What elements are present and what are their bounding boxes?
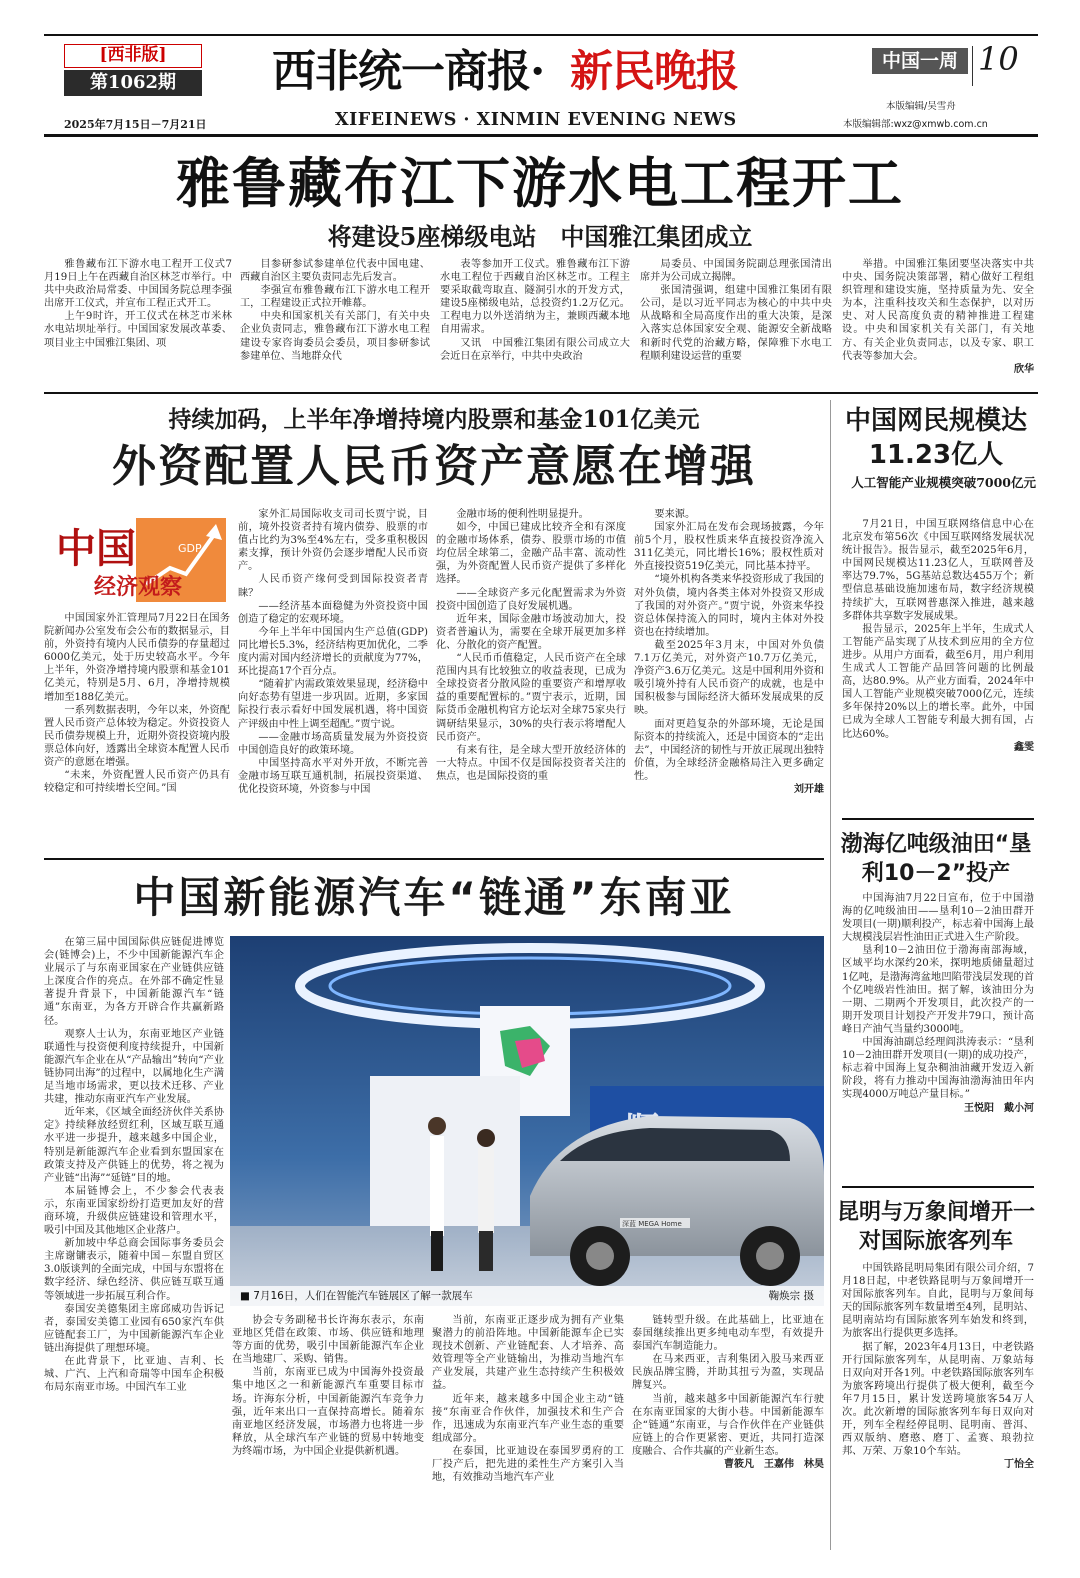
ev-byline: 曹筱凡 王嘉伟 林昊 [724, 1459, 824, 1471]
edition-label: [西非版] [64, 44, 202, 68]
forex-column-2: 家外汇局国际收支司司长贾宁说，目前，境外投资者持有境内债券、股票的市值占比约为3%至4%左右，受多重积极因素支撑，预计外资仍会逐步增配人民币资产。 人民币资产缘何受到国际投资者青睐？ ——经济基本面稳健为外资投资中国创造了稳定的宏观环境。 今年上半年中国国内生产总值(GDP)同比增长5.3%，经济结构更加优化，二季度内需对国内经济增长的贡献度为77%，环比提高17个百分点。 “随着扩内需政策效果显现，经济稳中向好态势有望进一步巩固。近期，多家国际投行表示看好中国发展机遇，将中国资产评级由中性上调至超配。”贾宁说。 ——金融市场高质量发展为外资投资中国创造良好的政策环境。 中国坚持高水平对外开放，不断完善金融市场互联互通机制，拓展投资渠道、优化投资环境，外资参与中国 [238, 509, 428, 795]
ev-photo-caption: ■ 7月16日，人们在智能汽车链展区了解一款展车 鞠焕宗 摄 [230, 1286, 824, 1306]
netizens-byline: 鑫雯 [1014, 741, 1034, 753]
netizens-bottom-rule [842, 818, 1034, 820]
caption-square-icon: ■ [240, 1290, 254, 1302]
economic-observation-logo [50, 510, 230, 610]
lead-byline: 欣华 [1014, 363, 1034, 375]
page-number: 10 [978, 40, 1019, 78]
editor-email: 本版编辑部:wxz@xmwb.com.cn [843, 119, 988, 130]
issue-date-range: 2025年7月15日－7月21日 [64, 118, 207, 131]
ev-photo-illustration [230, 936, 824, 1306]
person-left-shirt [430, 1136, 444, 1236]
lead-column-1: 雅鲁藏布江下游水电工程开工仪式7月19日上午在西藏自治区林芝市举行。中共中央政治局常委、中国国务院总理李强出席开工仪式，并宣布工程正式开工。 上午9时许，开工仪式在林芝市米林水电站坝址举行。中国国家发展改革委、项目业主中国雅江集团、项 [44, 259, 232, 349]
ev-column-3: 当前，东南亚正逐步成为拥有产业集聚潜力的前沿阵地。中国新能源车企已实现技术创新、产业链配套、人才培养、高效管理等全产业链输出，为推动当地汽车产业发展，共建产业生态持续产生积极效益。 近年来，越来越多中国企业主动“链接”东南亚合作伙伴，加强技术和生产合作，迅速成为东南亚汽车产业生态的重要组成部分。 在泰国，比亚迪设在泰国罗勇府的工厂投产后，把先进的柔性生产方案引入当地，有效推动当地汽车产业 [432, 1315, 624, 1484]
lead-subheadline: 将建设5座梯级电站 中国雅江集团成立 [327, 222, 753, 251]
issue-number: 第1062期 [64, 70, 202, 96]
lead-column-3: 表等参加开工仪式。雅鲁藏布江下游水电工程位于西藏自治区林芝市。工程主要采取截弯取直、隧洞引水的开发方式，建设5座梯级电站，总投资约1.2万亿元。工程电力以外送消纳为主，兼顾西藏本地自用需求。 又讯 中国雅江集团有限公司成立大会近日在京举行，中共中央政治 [440, 259, 630, 362]
masthead-bottom-rule [44, 134, 1038, 137]
lead-column-4: 局委员、中国国务院副总理张国清出席并为公司成立揭牌。 张国清强调，组建中国雅江集团有限公司，是以习近平同志为核心的中共中央从战略和全局高度作出的重大决策，是深入落实总体国家安全观、能源安全新战略和新时代党的治藏方略，保障雅下水电工程顺利建设运营的重要 [640, 259, 832, 362]
forex-column-4: 要来源。 国家外汇局在发布会现场披露，今年前5个月，股权性质来华直接投资净流入311亿美元，同比增长16%；股权性质对外直接投资519亿美元，同比基本持平。 “境外机构各类来华投资形成了我国的对外负债，境内各类主体对外投资又形成了我国的对外资产。”贾宁说，外资来华投资总体保持流入的同时，境内主体对外投资也在持续增加。 截至2025年3月末，中国对外负债7.1万亿美元，对外资产10.7万亿美元，净资产3.6万亿美元。这是中国利用外资和吸引境外持有人民币资产的成就，也是中国积极参与国际经济大循环发展成果的反映。 面对更趋复杂的外部环境，无论是国际资本的持续流入，还是中国资本的“走出去”，中国经济的韧性与开放正展现出独特价值，为全球经济金融格局注入更多确定性。 刘开雄 [634, 509, 824, 795]
lead-column-2: 目参研参试参建单位代表中国电建、西藏自治区主要负责同志先后发言。 李强宣布雅鲁藏布江下游水电工程开工，工程建设正式拉开帷幕。 中央和国家机关有关部门，有关中央企业负责同志，雅鲁藏布江下游水电工程建设专家咨询委员会委员，项目参研参试参建单位、当地群众代 [240, 259, 430, 362]
lead-headline: 雅鲁藏布江下游水电工程开工 [176, 152, 904, 215]
forex-kicker: 持续加码，上半年净增持境内股票和基金101亿美元 [168, 406, 700, 433]
top-rule [44, 34, 1038, 36]
ev-headline: 中国新能源汽车“链通”东南亚 [133, 873, 735, 922]
ev-column-4: 链转型升级。在此基础上，比亚迪在泰国继续推出更多纯电动车型，有效提升泰国汽车制造能力。 在马来西亚，吉利集团入股马来西亚民族品牌宝腾，并助其扭亏为盈，实现品牌复兴。 当前，越来越多中国新能源汽车行驶在东南亚国家的大街小巷。中国新能源车企“链通”东南亚，与合作伙伴在产业链供应链上的合作更紧密、更近，共同打造深度融合、合作共赢的产业新生态。 曹筱凡 王嘉伟 林昊 [632, 1315, 824, 1471]
oil-byline: 王悦阳 戴小河 [964, 1102, 1034, 1114]
netizens-body: 7月21日，中国互联网络信息中心在北京发布第56次《中国互联网络发展状况统计报告》。报告显示，截至2025年6月，中国网民规模达11.23亿人，互联网普及率达79.7%，5G基站总数达455万个；新型信息基础设施加速布局，数字经济规模持续扩大，互联网普惠深入推进，越来越多群体共享数字发展成果。 报告显示，2025年上半年，生成式人工智能产品实现了从技术到应用的全方位进步。从用户方面看，截至6月，用户利用生成式人工智能产品回答问题的比例最高，达80.9%。从产业方面看，2024年中国人工智能产业规模突破7000亿元，连续多年保持20%以上的增长率。此外，中国已成为全球人工智能专利最大拥有国，占比达60%。 鑫雯 [842, 519, 1034, 753]
brand-name-english: XIFEINEWS · XINMIN EVENING NEWS [335, 110, 737, 130]
ev-column-1: 在第三届中国国际供应链促进博览会(链博会)上，不少中国新能源汽车企业展示了与东南亚国家在产业链供应链上深度合作的亮点。在外部不确定性显著提升背景下，中国新能源汽车“链通”东南亚，为各方开辟合作共赢新路径。 观察人士认为，东南亚地区产业链联通性与投资便利度持续提升，中国新能源汽车企业在从“产品输出”转向“产业链协同出海”的过程中，以属地化生产满足当地市场需求，更以技术迁移、产业共建，推动东南亚汽车产业发展。 近年来，《区域全面经济伙伴关系协定》持续释放经贸红利，区域互联互通水平进一步提升，越来越多中国企业，特别是新能源汽车企业看到东盟国家在政策支持及产供链上的优势，将之视为产业链“出海”“延链”目的地。 本届链博会上，不少参会代表表示，东南亚国家纷纷打造更加友好的营商环境，升级供应链建设和管理水平，吸引中国及其他地区企业落户。 新加坡中华总商会国际事务委员会主席谢镛表示，随着中国－东盟自贸区3.0版谈判的全面完成，中国与东盟将在数字经济、绿色经济、供应链互联互通等领域进一步拓展互利合作。 泰国安美德集团主席邱威功告诉记者，泰国安美德工业园有650家汽车供应链配套工厂，为中国新能源汽车企业链出海提供了理想环境。 在此背景下，比亚迪、吉利、长城、广汽、上汽和奇瑞等中国车企积极布局东南亚市场。中国汽车工业 [44, 937, 224, 1394]
rail-byline: 丁怡全 [1004, 1459, 1034, 1471]
forex-bottom-rule [44, 858, 824, 860]
section-label: 中国一周 [872, 48, 968, 74]
oil-bottom-rule [842, 1186, 1034, 1188]
forex-column-1: 中国国家外汇管理局7月22日在国务院新闻办公室发布会公布的数据显示，目前，外资持有境内人民币债券的存量超过6000亿美元，处于历史较高水平。今年上半年，外资净增持境内股票和基金101亿美元，特别是5月、6月，净增持规模增加至188亿美元。 一系列数据表明，今年以来，外资配置人民币资产总体较为稳定。外资投资人民币债券规模上升，近期外资投资境内股票总体向好，透露出全球资本配置人民币资产的意愿在增强。 “未来，外资配置人民币资产仍具有较稳定和可持续增长空间。”国 [44, 613, 230, 795]
ev-column-2: 协会专务副秘书长许海东表示，东南亚地区凭借在政策、市场、供应链和地理等方面的优势，吸引中国新能源汽车企业在当地建厂、采购、销售。 当前，东南亚已成为中国海外投资最集中地区之一和新能源汽车重要目标市场。许海东分析，中国新能源汽车竞争力强，近年来出口一直保持高增长。随着东南亚地区经济发展，市场潜力也将进一步释放，从全球汽车产业链的贸易中转地变为终端市场，为中国企业提供新机遇。 [232, 1315, 424, 1457]
forex-headline: 外资配置人民币资产意愿在增强 [112, 441, 756, 492]
netizens-headline: 中国网民规模达11.23亿人 [844, 406, 1027, 470]
brand-name-xinmin: 新民晚报 [570, 47, 738, 97]
lead-column-5: 举措。中国雅江集团要坚决落实中共中央、国务院决策部署，精心做好工程组织管理和建设实施，坚持质量为先、安全为本，注重科技攻关和生态保护，以对历史、对人民高度负责的精神推进工程建设。中央和国家机关有关部门，有关地方、有关企业负责同志，以及专家、职工代表等参加大会。 欣华 [842, 259, 1034, 375]
editor-credit: 本版编辑/吴雪舟 [886, 101, 956, 112]
rail-body: 中国铁路昆明局集团有限公司介绍，7月18日起，中老铁路昆明与万象间增开一对国际旅客列车。自此，昆明与万象间每天的国际旅客列车数量增至4列，昆明站、昆明南站均有国际旅客列车始发和终到，为旅客出行提供更多选择。 据了解，2023年4月13日，中老铁路开行国际旅客列车，从昆明南、万象站每日双向对开各1列。中老铁路国际旅客列车为旅客跨境出行提供了极大便利，截至今年7月15日，累计发送跨境旅客54万人次。此次新增的国际旅客列车每日双向对开，列车全程经停昆明、昆明南、普洱、西双版纳、磨憨、磨丁、孟赛、琅勃拉邦、万荣、万象10个车站。 丁怡全 [842, 1263, 1034, 1471]
logo-china-text: 中国 [56, 525, 136, 572]
logo-gdp-text: GDP [178, 542, 202, 555]
ev-photo-credit: 鞠焕宗 摄 [768, 1290, 814, 1302]
lead-bottom-rule [44, 392, 1038, 394]
car-badge: 深蓝 MEGA Home [622, 1220, 682, 1228]
person-right-shirt [478, 1148, 494, 1233]
oil-body: 中国海油7月22日宣布，位于中国渤海的亿吨级油田——垦利10－2油田群开发项目(一期)顺利投产，标志着中国海上最大规模浅层岩性油田正式进入生产阶段。 垦利10－2油田位于渤海南部海域，区域平均水深约20米，探明地质储量超过1亿吨，是渤海湾盆地凹陷带浅层发现的首个亿吨级岩性油田。据了解，该油田分为一期、二期两个开发项目，此次投产的一期开发项目计划投产开发井79口，预计高峰日产油气当量约3000吨。 中国海油副总经理阎洪涛表示：“垦利10－2油田群开发项目(一期)的成功投产，标志着中国海上复杂稠油油藏开发迈入新阶段，将有力推动中国海油渤海油田年内实现4000万吨总产量目标。” 王悦阳 戴小河 [842, 893, 1034, 1114]
rail-headline: 昆明与万象间增开一对国际旅客列车 [836, 1200, 1035, 1254]
logo-subtitle: 经济观察 [94, 575, 183, 600]
right-column-divider [830, 400, 831, 1550]
forex-column-3: 金融市场的便利性明显提升。 如今，中国已建成比较齐全和有深度的金融市场体系，债券、股票市场的市值均位居全球第二，金融产品丰富、流动性强，为外资配置人民币资产提供了多样化选择。 ——全球资产多元化配置需求为外资投资中国创造了良好发展机遇。 近年来，国际金融市场波动加大，投资者普遍认为，需要在全球开展更加多样化、分散化的资产配置。 “人民币币值稳定，人民币资产在全球范围内具有比较独立的收益表现，已成为全球投资者分散风险的重要资产和增厚收益的重要配置标的。”贾宁表示，近期，国际货币金融机构官方论坛对全球75家央行调研结果显示，30%的央行表示将增配人民币资产。 有来有往，是全球大型开放经济体的一大特点。中国不仅是国际投资者关注的焦点，也是国际投资的重 [436, 509, 626, 782]
netizens-subheadline: 人工智能产业规模突破7000亿元 [851, 475, 1036, 490]
page-number-divider [972, 46, 973, 86]
booth-wall-left [370, 1076, 520, 1226]
forex-byline: 刘开雄 [794, 783, 824, 795]
brand-name-xifei: 西非统一商报· [272, 46, 545, 97]
ev-photo [230, 936, 824, 1306]
oil-headline: 渤海亿吨级油田“垦利10－2”投产 [840, 832, 1032, 886]
